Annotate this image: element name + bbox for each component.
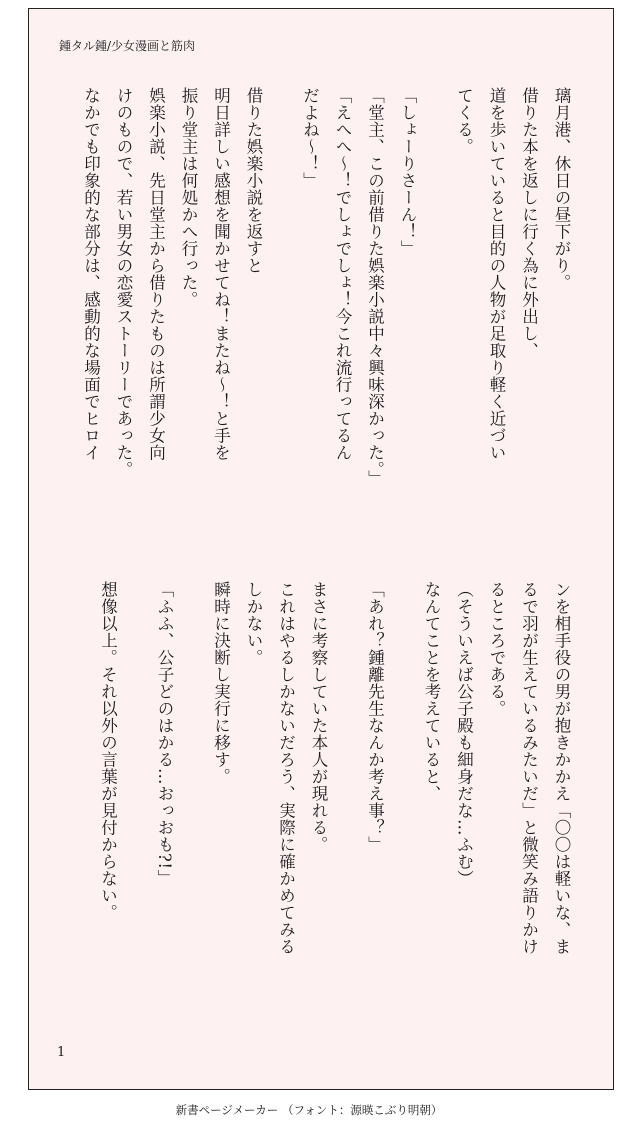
text-line: るで羽が生えているみたいだ」と微笑み語りかけ (519, 581, 539, 955)
text-line: 「ふふ、公子どのはかる…おっおも?!」 (155, 581, 174, 887)
blank-line (180, 581, 204, 981)
text-line: なかでも印象的な部分は、感動的な場面でヒロイ (81, 87, 101, 461)
text-line: 明日詳しい感想を聞かせてね！またね〜！と手を (211, 87, 231, 461)
text-line: 振り堂主は何処かへ行った。 (179, 87, 198, 308)
text-line: 借りた本を返しに行く為に外出し、 (519, 87, 539, 359)
blank-line (124, 581, 148, 981)
text-line: 娯楽小説、先日堂主から借りたものは所謂少女向 (146, 87, 166, 461)
text-line: 「しょーりさーん！」 (398, 87, 417, 257)
lower-text-block (67, 581, 577, 981)
manuscript-page (28, 8, 614, 1090)
upper-text-block (67, 87, 577, 547)
footer-credit: 新書ページメーカー （フォント：源暎こぶり明朝） (175, 1103, 443, 1117)
text-line: 借りた娯楽小説を返すと (244, 87, 263, 274)
blank-line (269, 87, 293, 547)
text-line: （そういえば公子殿も細身だな…ふむ） (454, 581, 474, 887)
text-line: ンを相手役の男が抱きかかえ「〇〇は軽いな、ま (552, 581, 571, 955)
text-line: けのもので、若い男女の恋愛ストーリーであった。 (114, 87, 133, 478)
blank-line (423, 87, 447, 547)
text-line: これはやるしかないだろう、実際に確かめてみる (276, 581, 296, 955)
text-line: てくる。 (454, 87, 474, 155)
page-number: 1 (57, 1045, 66, 1060)
text-line: 「堂主、この前借りた娯楽小説中々興味深かった。」 (365, 87, 385, 487)
text-line: まさに考察していた本人が現れる。 (309, 581, 328, 853)
text-line: るところである。 (487, 581, 506, 717)
text-line: 道を歩いていると目的の人物が足取り軽く近づい (487, 87, 506, 461)
text-line: 想像以上。それ以外の言葉が見付からない。 (98, 581, 118, 921)
text-line: しかない。 (244, 581, 263, 666)
text-line: 璃月港、休日の昼下がり。 (552, 87, 571, 291)
page-title: 鍾タル鍾/少女漫画と筋肉 (59, 39, 196, 53)
text-line: 「えへへ〜！でしょでしょ！今これ流行ってるん (333, 87, 352, 461)
text-line: だよね〜！」 (300, 87, 320, 189)
text-line: なんてことを考えていると、 (422, 581, 441, 802)
blank-line (334, 581, 358, 981)
text-line: 「あれ？鍾離先生なんか考え事？」 (365, 581, 385, 853)
blank-line (391, 581, 415, 981)
text-line: 瞬時に決断し実行に移す。 (211, 581, 231, 785)
